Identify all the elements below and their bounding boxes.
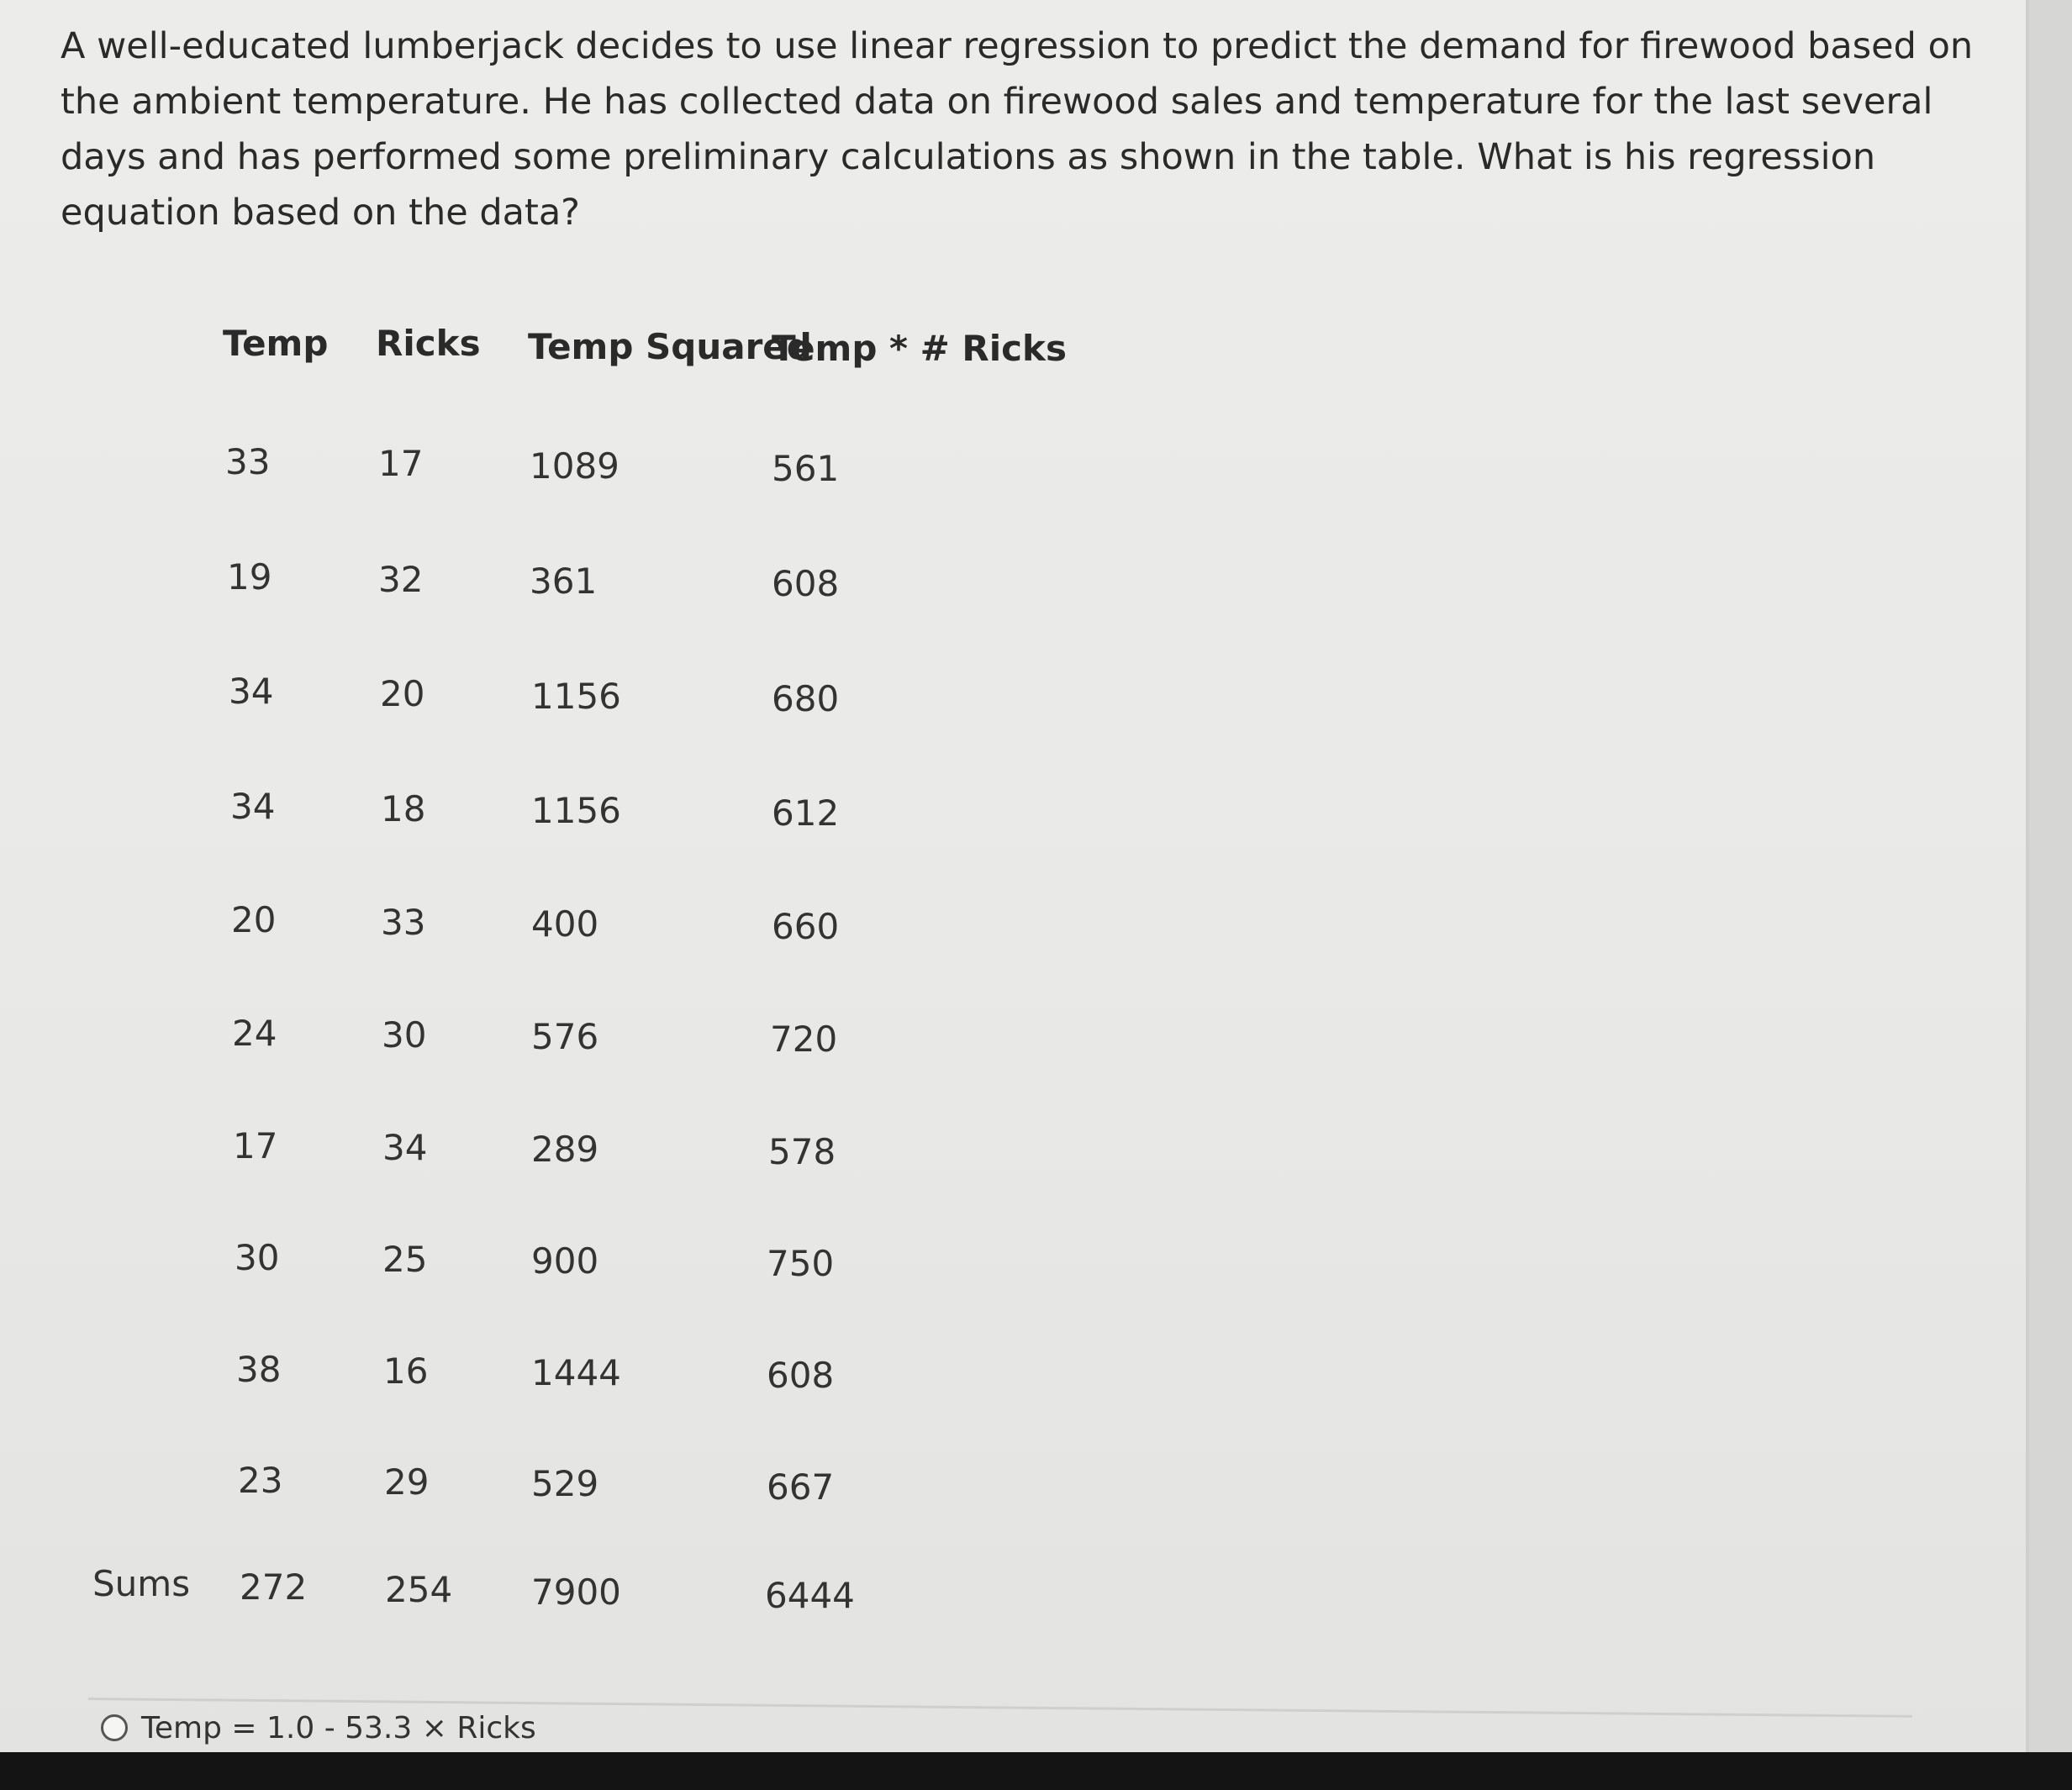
- scrollbar-track[interactable]: [2029, 0, 2072, 1752]
- header-temp: Temp: [223, 323, 329, 364]
- header-temp-times-ricks: Temp * # Ricks: [772, 328, 1067, 369]
- table-cell: 608: [772, 563, 840, 604]
- screen-bezel: [0, 1752, 2072, 1790]
- sum-temp-times-ricks: 6444: [765, 1575, 855, 1616]
- sum-ricks: 254: [385, 1569, 453, 1610]
- answer-option[interactable]: [101, 1706, 536, 1750]
- table-cell: 612: [772, 792, 840, 834]
- question-text: A well-educated lumberjack decides to use linear regression to predict the demand for firewood based on the ambient temperature. He has collected data on firewood sales and temperature for the last several days and has performed some preliminary calculations as shown in the table. What is his regression equation based on the data?: [61, 25, 1974, 234]
- table-cell: 17: [233, 1125, 278, 1166]
- table-cell: 29: [384, 1461, 430, 1503]
- table-cell: 660: [772, 906, 840, 947]
- table-cell: 24: [232, 1013, 277, 1054]
- table-cell: 529: [531, 1463, 599, 1504]
- table-cell: 361: [530, 561, 598, 602]
- table-cell: 400: [531, 903, 599, 945]
- table-cell: 18: [381, 788, 426, 829]
- table-cell: 34: [229, 671, 274, 712]
- table-cell: 1444: [531, 1352, 621, 1393]
- answer-option-label: Temp = 1.0 - 53.3 × Ricks: [141, 1710, 536, 1745]
- radio-button[interactable]: [101, 1714, 128, 1741]
- table-cell: 16: [383, 1350, 429, 1392]
- table-cell: 750: [767, 1243, 835, 1284]
- table-cell: 17: [378, 443, 424, 484]
- table-cell: 680: [772, 678, 840, 719]
- table-cell: 30: [382, 1014, 427, 1056]
- table-cell: 33: [225, 441, 271, 482]
- table-cell: 667: [767, 1466, 835, 1508]
- table-cell: 20: [380, 673, 425, 714]
- table-cell: 578: [768, 1131, 836, 1172]
- table-cell: 1156: [531, 676, 621, 717]
- sums-label: Sums: [92, 1563, 191, 1604]
- table-cell: 900: [531, 1240, 599, 1282]
- table-cell: 19: [227, 556, 272, 598]
- table-cell: 30: [235, 1237, 280, 1278]
- header-ricks: Ricks: [376, 323, 481, 364]
- table-cell: 289: [531, 1129, 599, 1170]
- table-cell: 33: [381, 902, 426, 943]
- table-cell: 1089: [530, 445, 619, 487]
- header-temp-squared: Temp Squared: [528, 326, 812, 367]
- table-cell: 32: [378, 559, 424, 600]
- sum-temp: 272: [240, 1566, 308, 1608]
- sum-temp-squared: 7900: [531, 1572, 621, 1613]
- table-cell: 576: [531, 1016, 599, 1057]
- table-cell: 561: [772, 448, 840, 489]
- table-cell: 34: [382, 1127, 428, 1168]
- table-cell: 1156: [531, 790, 621, 831]
- table-cell: 23: [238, 1460, 283, 1501]
- table-cell: 34: [230, 786, 276, 827]
- table-cell: 608: [767, 1355, 835, 1396]
- table-cell: 38: [236, 1349, 282, 1390]
- table-cell: 720: [770, 1019, 838, 1060]
- table-cell: 20: [231, 899, 277, 940]
- table-cell: 25: [382, 1239, 428, 1280]
